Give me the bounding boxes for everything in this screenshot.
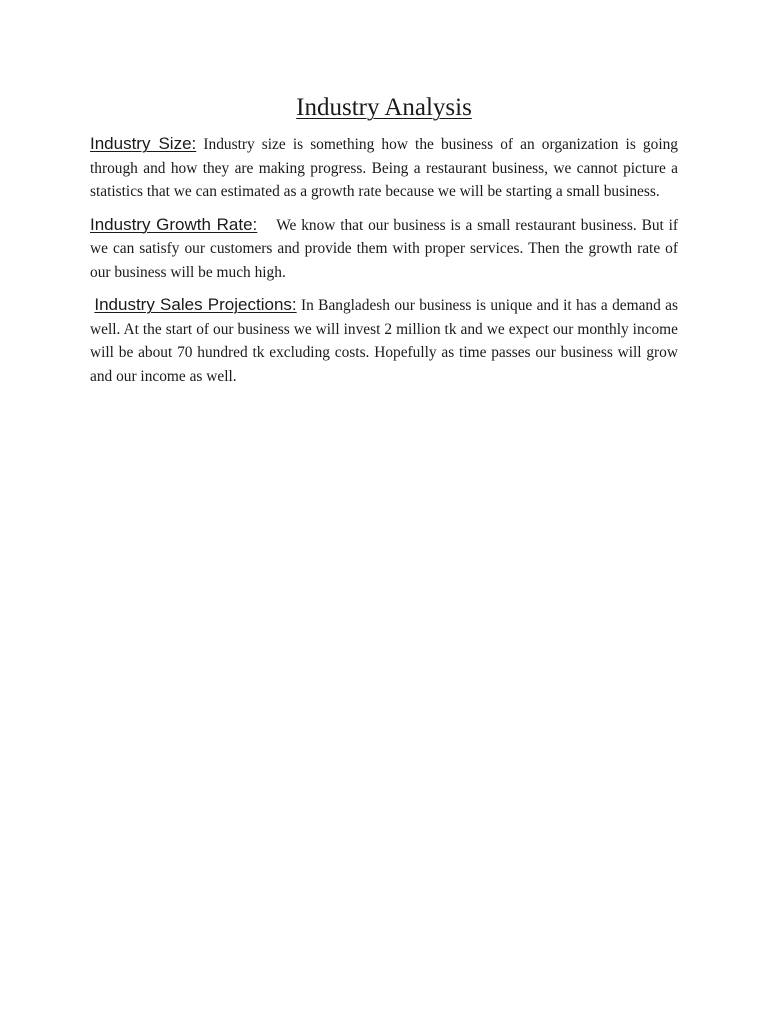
section-body: We know that our business is a small restaurant business. But if we can satisfy our customers and provide them with proper services. Then the growth rate of our business will be much high. (90, 216, 679, 281)
section-industry-sales-projections (90, 293, 678, 388)
section-heading: Industry Sales Projections: (94, 295, 297, 314)
document-page (90, 92, 678, 397)
section-heading: Industry Size: (90, 134, 197, 153)
section-industry-size (90, 132, 678, 204)
document-title: Industry Analysis (296, 94, 472, 121)
section-body: In Bangladesh our business is unique and it has a demand as well. At the start of our business we will invest 2 million tk and we expect our monthly income will be about 70 hundred tk excluding costs. Hopefully as time passes our business will grow and our income as well. (90, 297, 678, 385)
section-body: Industry size is something how the business of an organization is going through and how they are making progress. Being a restaurant business, we cannot picture a statistics that we can estimated as a growth rate because we will be starting a small business. (90, 136, 678, 200)
section-heading: Industry Growth Rate: (90, 214, 258, 234)
section-industry-growth-rate (90, 213, 678, 285)
